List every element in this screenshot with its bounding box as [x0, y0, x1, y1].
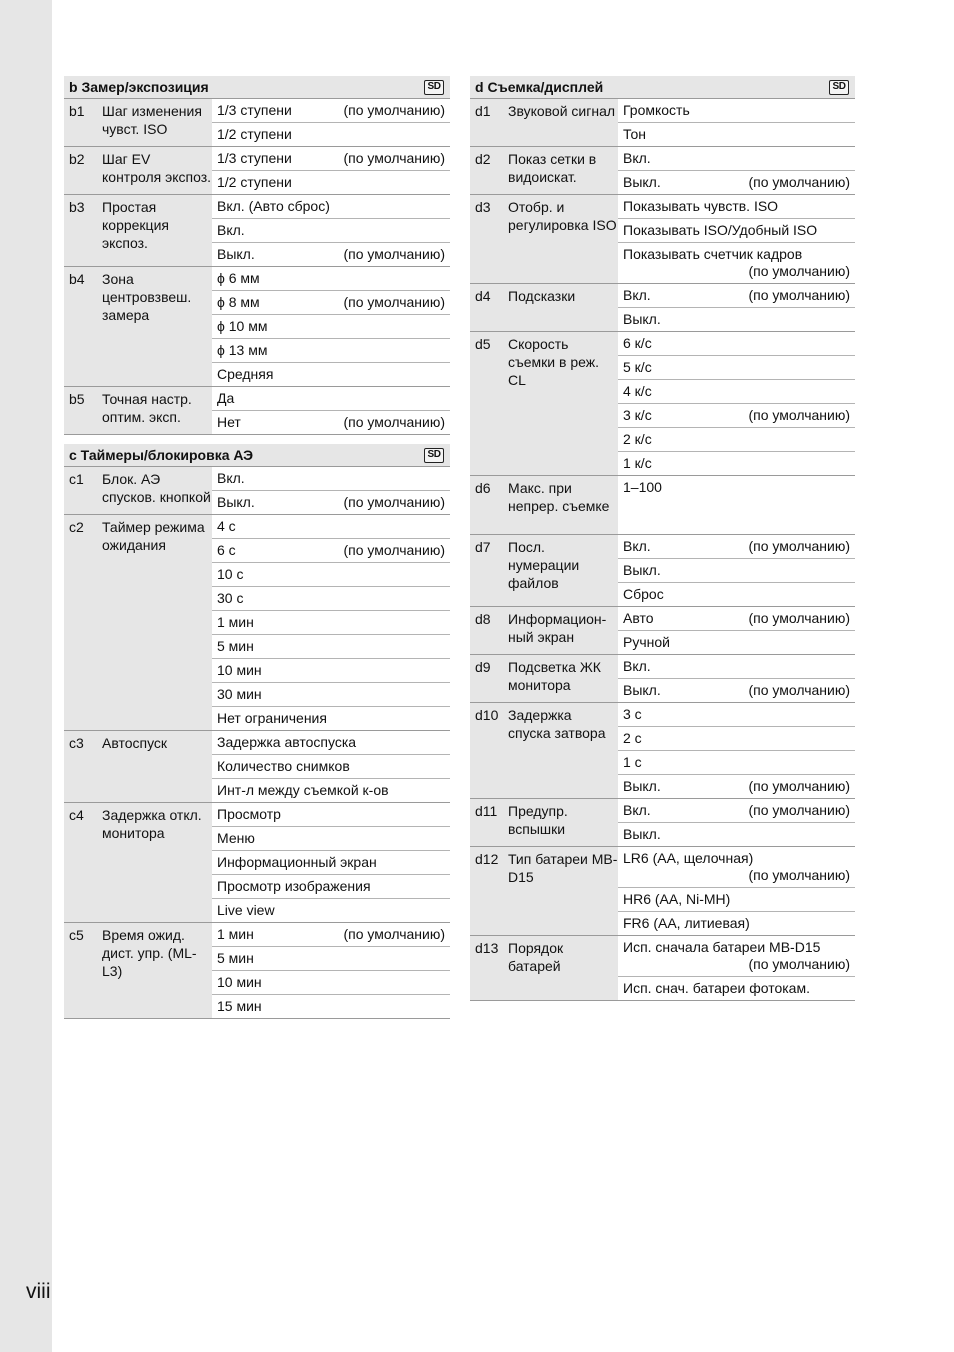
option-row	[212, 363, 450, 386]
option-row	[212, 467, 450, 491]
item-name: Простая коррекция экспоз.	[102, 199, 169, 251]
default-marker: (по умолчанию)	[343, 150, 445, 166]
section-title: d Съемка/дисплей	[475, 79, 604, 95]
item-code: c5	[69, 927, 84, 943]
option-row	[212, 147, 450, 171]
option-row	[618, 847, 855, 888]
option-list	[618, 936, 855, 1000]
item-name: Подсветка ЖК монитора	[508, 659, 601, 693]
item-name: Подсказки	[508, 288, 576, 304]
option-label: Задержка автоспуска	[217, 734, 357, 750]
option-label: Просмотр изображения	[217, 878, 371, 894]
option-label: Меню	[217, 830, 255, 846]
setting-item	[64, 923, 450, 1019]
default-marker: (по умолчанию)	[748, 778, 850, 794]
option-list	[212, 267, 450, 386]
option-label: Вкл.	[623, 538, 651, 554]
option-list	[618, 147, 855, 194]
item-name: Задержка откл. монитора	[102, 807, 202, 841]
option-row	[618, 195, 855, 219]
option-label: Live view	[217, 902, 275, 918]
option-row	[212, 875, 450, 899]
item-name: Автоспуск	[102, 735, 168, 751]
option-row	[618, 751, 855, 775]
option-row	[618, 936, 855, 977]
option-row	[212, 851, 450, 875]
option-list	[212, 923, 450, 1018]
option-row	[212, 971, 450, 995]
option-label: 1 мин	[217, 614, 254, 630]
option-label: Нет	[217, 414, 241, 430]
item-code: d3	[475, 199, 491, 215]
item-code: b3	[69, 199, 85, 215]
option-row	[618, 284, 855, 308]
default-marker: (по умолчанию)	[748, 682, 850, 698]
setting-item	[470, 655, 855, 703]
option-row	[212, 387, 450, 411]
item-name: Посл. нумерации файлов	[508, 539, 580, 591]
option-row	[618, 219, 855, 243]
option-row	[212, 611, 450, 635]
option-label: ϕ 8 мм	[217, 294, 260, 310]
sd-card-icon: SD	[424, 80, 444, 95]
item-code: c2	[69, 519, 84, 535]
option-row	[618, 823, 855, 846]
side-margin-strip	[0, 0, 52, 1352]
item-name: Порядок батарей	[508, 940, 564, 974]
option-list	[618, 195, 855, 283]
option-row	[212, 587, 450, 611]
option-list	[212, 803, 450, 922]
option-row	[212, 491, 450, 514]
option-row	[212, 923, 450, 947]
option-label: FR6 (AA, литиевая)	[623, 915, 750, 931]
setting-item	[470, 195, 855, 284]
option-row	[212, 635, 450, 659]
setting-item	[64, 147, 450, 195]
option-row	[618, 308, 855, 331]
settings-section	[64, 76, 450, 435]
item-code: c1	[69, 471, 84, 487]
settings-section	[64, 444, 450, 1019]
option-row	[618, 452, 855, 475]
item-name: Точная настр. оптим. эксп.	[102, 391, 192, 425]
setting-item	[470, 703, 855, 799]
option-label: Выкл.	[217, 246, 255, 262]
option-label: 1 к/с	[623, 455, 652, 471]
sd-card-icon: SD	[424, 448, 444, 463]
item-name: Блок. АЭ спусков. кнопкой	[102, 471, 211, 505]
option-row	[212, 755, 450, 779]
item-name: Шаг изменения чувст. ISO	[102, 103, 202, 137]
option-list	[212, 195, 450, 266]
option-row	[212, 123, 450, 146]
setting-item	[470, 99, 855, 147]
default-marker: (по умолчанию)	[343, 926, 445, 942]
option-row	[212, 563, 450, 587]
option-row	[212, 947, 450, 971]
option-list	[618, 655, 855, 702]
option-label: Ручной	[623, 634, 670, 650]
option-label: 5 к/с	[623, 359, 652, 375]
item-code: b4	[69, 271, 85, 287]
option-row	[212, 315, 450, 339]
setting-item	[470, 147, 855, 195]
item-code: d4	[475, 288, 491, 304]
default-marker: (по умолчанию)	[343, 246, 445, 262]
option-label: Показывать ISO/Удобный ISO	[623, 222, 818, 238]
setting-item	[470, 936, 855, 1001]
option-row	[618, 727, 855, 751]
item-name: Задержка спуска затвора	[508, 707, 606, 741]
item-code: b2	[69, 151, 85, 167]
default-marker: (по умолчанию)	[748, 610, 850, 626]
option-row	[618, 171, 855, 194]
option-row	[618, 356, 855, 380]
option-row	[212, 515, 450, 539]
option-label: 4 к/с	[623, 383, 652, 399]
option-label: 15 мин	[217, 998, 262, 1014]
setting-item	[470, 476, 855, 535]
section-title: c Таймеры/блокировка АЭ	[69, 447, 254, 463]
option-label: Вкл.	[623, 150, 651, 166]
default-marker: (по умолчанию)	[343, 294, 445, 310]
option-list	[618, 535, 855, 606]
option-row	[212, 411, 450, 434]
option-row	[212, 995, 450, 1018]
default-marker: (по умолчанию)	[748, 263, 850, 279]
option-label: ϕ 10 мм	[217, 318, 268, 334]
sd-card-icon: SD	[829, 80, 849, 95]
item-code: d9	[475, 659, 491, 675]
setting-item	[470, 535, 855, 607]
item-name: Показ сетки в видоискат.	[508, 151, 597, 185]
option-list	[212, 731, 450, 802]
setting-item	[470, 332, 855, 476]
section-title: b Замер/экспозиция	[69, 79, 209, 95]
item-name: Тип батареи MB-D15	[508, 851, 618, 885]
option-label: Средняя	[217, 366, 274, 382]
option-row	[618, 977, 855, 1000]
option-label: Вкл.	[623, 802, 651, 818]
default-marker: (по умолчанию)	[343, 102, 445, 118]
item-name: Отобр. и регулировка ISO	[508, 199, 617, 233]
option-row	[618, 703, 855, 727]
left-column	[64, 76, 450, 1028]
option-list	[618, 476, 855, 534]
option-list	[212, 147, 450, 194]
default-marker: (по умолчанию)	[343, 414, 445, 430]
option-label: Выкл.	[623, 562, 661, 578]
setting-item	[470, 847, 855, 936]
setting-item	[64, 731, 450, 803]
option-label: 1 мин	[217, 926, 254, 942]
item-name: Зона центровзвеш. замера	[102, 271, 192, 323]
option-list	[618, 847, 855, 935]
option-row	[212, 195, 450, 219]
option-row	[618, 147, 855, 171]
option-label: 5 мин	[217, 638, 254, 654]
option-row	[618, 775, 855, 798]
option-list	[212, 467, 450, 514]
option-row	[618, 380, 855, 404]
option-label: Исп. сначала батареи MB-D15	[623, 939, 821, 955]
item-name: Предупр. вспышки	[508, 803, 568, 837]
item-code: d10	[475, 707, 499, 723]
option-label: 3 к/с	[623, 407, 652, 423]
option-row	[212, 219, 450, 243]
item-code: d12	[475, 851, 499, 867]
option-label: 1 с	[623, 754, 642, 770]
option-label: Количество снимков	[217, 758, 350, 774]
option-row	[212, 683, 450, 707]
item-code: b1	[69, 103, 85, 119]
item-code: d8	[475, 611, 491, 627]
option-label: Выкл.	[623, 682, 661, 698]
default-marker: (по умолчанию)	[748, 538, 850, 554]
option-label: Сброс	[623, 586, 664, 602]
item-name: Информацион-ный экран	[508, 611, 607, 645]
setting-item	[470, 607, 855, 655]
option-row	[618, 123, 855, 146]
item-code: d5	[475, 336, 491, 352]
option-row	[618, 607, 855, 631]
option-list	[618, 284, 855, 331]
option-label: Авто	[623, 610, 654, 626]
option-label: 30 с	[217, 590, 244, 606]
option-list	[212, 99, 450, 146]
option-label: Нет ограничения	[217, 710, 327, 726]
item-code: c3	[69, 735, 84, 751]
option-label: ϕ 6 мм	[217, 270, 260, 286]
option-label: Выкл.	[623, 826, 661, 842]
setting-item	[64, 387, 450, 435]
option-row	[618, 888, 855, 912]
option-row	[618, 99, 855, 123]
option-list	[212, 387, 450, 434]
option-row	[618, 559, 855, 583]
item-code: d1	[475, 103, 491, 119]
option-label: Просмотр	[217, 806, 281, 822]
option-label: 5 мин	[217, 950, 254, 966]
item-name: Звуковой сигнал	[508, 103, 616, 119]
option-label: Громкость	[623, 102, 690, 118]
option-row	[212, 243, 450, 266]
option-row	[618, 631, 855, 654]
right-column	[470, 76, 855, 1010]
default-marker: (по умолчанию)	[748, 802, 850, 818]
option-row	[618, 912, 855, 935]
option-row	[212, 339, 450, 363]
page-number: viii	[26, 1280, 51, 1303]
default-marker: (по умолчанию)	[748, 174, 850, 190]
option-label: Информационный экран	[217, 854, 377, 870]
option-row	[212, 659, 450, 683]
option-row	[618, 332, 855, 356]
option-label: 1/2 ступени	[217, 126, 292, 142]
section-header	[470, 76, 855, 99]
default-marker: (по умолчанию)	[343, 494, 445, 510]
item-code: b5	[69, 391, 85, 407]
item-code: d13	[475, 940, 499, 956]
option-label: Вкл. (Авто сброс)	[217, 198, 330, 214]
option-row	[618, 404, 855, 428]
option-row	[212, 99, 450, 123]
option-row	[618, 583, 855, 606]
option-label: 1/2 ступени	[217, 174, 292, 190]
option-row	[618, 428, 855, 452]
option-row	[212, 707, 450, 730]
option-row	[212, 803, 450, 827]
option-label: 6 с	[217, 542, 236, 558]
option-label: 10 с	[217, 566, 244, 582]
option-row	[618, 655, 855, 679]
option-label: Да	[217, 390, 235, 406]
option-row	[618, 535, 855, 559]
option-label: Выкл.	[623, 174, 661, 190]
option-label: Выкл.	[623, 311, 661, 327]
option-label: ϕ 13 мм	[217, 342, 268, 358]
option-row	[212, 779, 450, 802]
default-marker: (по умолчанию)	[748, 867, 850, 883]
option-label: 3 с	[623, 706, 642, 722]
option-label: Вкл.	[217, 470, 245, 486]
option-row	[212, 899, 450, 922]
option-label: 6 к/с	[623, 335, 652, 351]
option-row	[618, 679, 855, 702]
option-label: Показывать счетчик кадров	[623, 246, 803, 262]
option-row	[212, 731, 450, 755]
item-name: Время ожид. дист. упр. (ML-L3)	[102, 927, 197, 979]
setting-item	[64, 99, 450, 147]
item-name: Шаг EV контроля экспоз.	[102, 151, 212, 185]
item-name: Макс. при непрер. съемке	[508, 480, 610, 514]
option-label: 4 с	[217, 518, 236, 534]
option-list	[618, 99, 855, 146]
option-row	[618, 476, 855, 534]
option-row	[212, 539, 450, 563]
settings-section	[470, 76, 855, 1001]
item-code: d6	[475, 480, 491, 496]
option-label: Тон	[623, 126, 646, 142]
option-label: 1/3 ступени	[217, 102, 292, 118]
option-label: Вкл.	[623, 287, 651, 303]
option-row	[212, 171, 450, 194]
setting-item	[64, 803, 450, 923]
option-label: Вкл.	[217, 222, 245, 238]
option-list	[618, 703, 855, 798]
setting-item	[64, 195, 450, 267]
option-list	[618, 607, 855, 654]
option-row	[618, 799, 855, 823]
item-code: c4	[69, 807, 84, 823]
option-label: Показывать чувств. ISO	[623, 198, 779, 214]
option-row	[212, 827, 450, 851]
option-label: LR6 (AA, щелочная)	[623, 850, 754, 866]
option-list	[212, 515, 450, 730]
option-row	[618, 243, 855, 283]
option-label: 30 мин	[217, 686, 262, 702]
item-code: d7	[475, 539, 491, 555]
setting-item	[64, 467, 450, 515]
option-label: 1/3 ступени	[217, 150, 292, 166]
item-name: Таймер режима ожидания	[102, 519, 205, 553]
option-label: 10 мин	[217, 974, 262, 990]
setting-item	[64, 515, 450, 731]
item-code: d11	[475, 803, 498, 819]
setting-item	[470, 799, 855, 847]
option-label: Инт-л между съемкой к-ов	[217, 782, 389, 798]
option-label: 2 с	[623, 730, 642, 746]
item-code: d2	[475, 151, 491, 167]
default-marker: (по умолчанию)	[748, 287, 850, 303]
option-label: Выкл.	[623, 778, 661, 794]
section-header	[64, 76, 450, 99]
option-label: 1–100	[623, 479, 662, 495]
option-label: Исп. снач. батареи фотокам.	[623, 980, 810, 996]
option-row	[212, 291, 450, 315]
option-row	[212, 267, 450, 291]
option-label: HR6 (AA, Ni-MH)	[623, 891, 731, 907]
default-marker: (по умолчанию)	[343, 542, 445, 558]
option-list	[618, 799, 855, 846]
option-list	[618, 332, 855, 475]
item-name: Скорость съемки в реж. CL	[508, 336, 599, 388]
setting-item	[64, 267, 450, 387]
default-marker: (по умолчанию)	[748, 407, 850, 423]
section-header	[64, 444, 450, 467]
option-label: 2 к/с	[623, 431, 652, 447]
option-label: 10 мин	[217, 662, 262, 678]
default-marker: (по умолчанию)	[748, 956, 850, 972]
option-label: Вкл.	[623, 658, 651, 674]
option-label: Выкл.	[217, 494, 255, 510]
setting-item	[470, 284, 855, 332]
